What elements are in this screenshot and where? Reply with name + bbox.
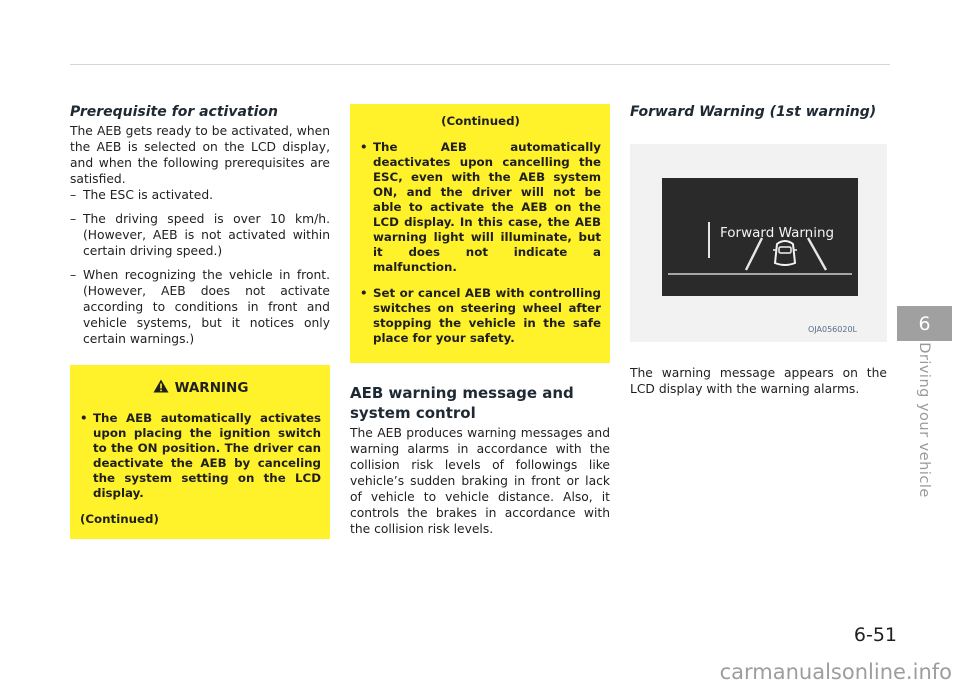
prerequisite-intro: The AEB gets ready to be activated, when the AEB is selected on the LCD display, and when the following prerequisites are satisfied. xyxy=(70,124,330,186)
prerequisite-heading: Prerequisite for activation xyxy=(70,104,278,120)
dash-text: The ESC is activated. xyxy=(83,188,214,202)
dash-item xyxy=(70,267,330,347)
aeb-section-heading: AEB warning message and system control xyxy=(350,384,574,422)
warning-bullet xyxy=(80,411,321,501)
column-2 xyxy=(350,104,610,537)
dash-text: The driving speed is over 10 km/h. (However, AEB is not activated within certain driving speed.) xyxy=(83,212,330,258)
aeb-section-body: The AEB produces warning messages and warning alarms in accordance with the collision risk levels of followings like vehicle’s sudden braking in front or lack of vehicle to vehicle distance. Also, it controls the brakes in accordance with the collision risk levels. xyxy=(350,426,610,536)
dash-item xyxy=(70,211,330,259)
dash-marker: – xyxy=(70,212,77,226)
car-icon xyxy=(772,238,798,272)
dash-text: When recognizing the vehicle in front. (However, AEB does not activate according to conditions in front and vehicle systems, but it notices only certain warnings.) xyxy=(83,268,330,346)
bullet-marker: • xyxy=(360,286,368,300)
cluster-figure xyxy=(630,144,887,342)
forward-warning-body: The warning message appears on the LCD display with the warning alarms. xyxy=(630,366,887,396)
screen-message: Forward Warning xyxy=(720,225,835,241)
column-3 xyxy=(630,104,887,397)
warning-bullet xyxy=(360,140,601,275)
lcd-display xyxy=(662,178,858,296)
image-code: OJA056020L xyxy=(808,325,857,334)
continued-label: (Continued) xyxy=(80,512,159,526)
top-rule xyxy=(70,64,890,65)
dash-marker: – xyxy=(70,188,77,202)
warning-triangle-icon xyxy=(153,379,169,397)
warning-title-row xyxy=(80,379,321,397)
dash-marker: – xyxy=(70,268,77,282)
warning-bullet-text: The AEB automatically deactivates upon cancelling the ESC, even with the AEB system ON, and the driver will not be able to activate the AEB on the LCD display. In this case, the AEB warning light will illuminate, but it does not indicate a malfunction. xyxy=(373,140,601,274)
chapter-tab: 6 xyxy=(897,306,952,341)
warning-bullet-text: Set or cancel AEB with controlling switches on steering wheel after stopping the vehicle in the safe place for your safety. xyxy=(373,286,601,345)
warning-bullet-text: The AEB automatically activates upon placing the ignition switch to the ON position. The driver can deactivate the AEB by canceling the system setting on the LCD display. xyxy=(93,411,321,500)
dash-item xyxy=(70,187,330,203)
bullet-marker: • xyxy=(80,411,88,425)
warning-bullet xyxy=(360,286,601,346)
chapter-label: Driving your vehicle xyxy=(916,342,932,498)
page-number: 6-51 xyxy=(853,624,897,646)
forward-warning-heading: Forward Warning (1st warning) xyxy=(630,104,877,120)
column-1 xyxy=(70,104,330,539)
bullet-marker: • xyxy=(360,140,368,154)
warning-box xyxy=(70,365,330,539)
warning-title: WARNING xyxy=(174,380,249,396)
warning-box-continued xyxy=(350,104,610,363)
watermark: carmanualsonline.info xyxy=(719,660,952,684)
continued-heading: (Continued) xyxy=(441,114,520,128)
